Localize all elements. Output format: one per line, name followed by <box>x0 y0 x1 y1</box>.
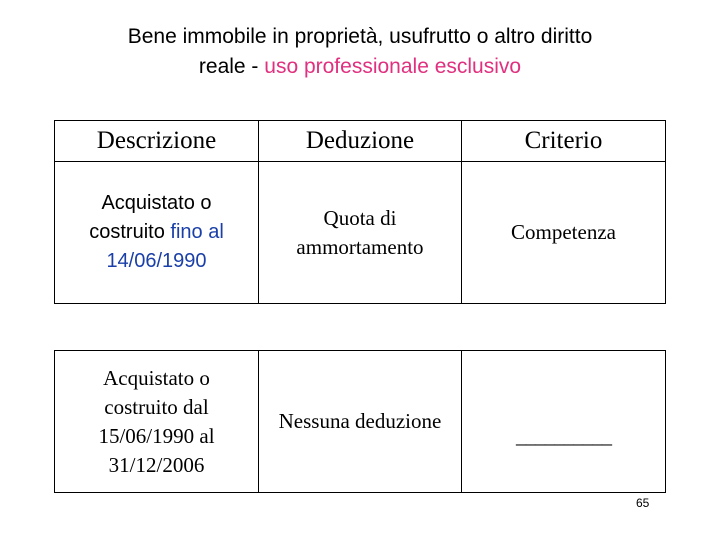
header-deduzione <box>258 120 462 162</box>
row2-criterio <box>461 350 666 493</box>
row2-criterio-dash: __________ <box>516 424 611 448</box>
title-line-2 <box>0 52 720 82</box>
row1-deduzione <box>258 161 462 304</box>
row2-desc-text: Acquistato o costruito dal 15/06/1990 al 31/12/2006 <box>98 365 215 477</box>
row1-desc-date: 14/06/1990 <box>106 250 207 272</box>
row2-deduzione-text: Nessuna deduzione <box>278 409 442 433</box>
row1-deduzione-text: Quota di ammortamento <box>296 205 424 259</box>
row1-descrizione <box>54 161 259 304</box>
header-criterio-label: Criterio <box>524 127 603 154</box>
title-highlight: uso professionale esclusivo <box>264 55 522 78</box>
header-descrizione-label: Descrizione <box>96 127 217 154</box>
row1-desc-text: Acquistato o costruito <box>89 192 212 243</box>
title-line-2-prefix: reale - <box>198 55 265 78</box>
row1-desc-highlight: fino al <box>170 221 224 243</box>
header-deduzione-label: Deduzione <box>305 127 415 154</box>
title-line-1: Bene immobile in proprietà, usufrutto o altro diritto <box>127 25 593 48</box>
header-descrizione <box>54 120 259 162</box>
slide-title <box>0 22 720 82</box>
row2-descrizione <box>54 350 259 493</box>
header-criterio <box>461 120 666 162</box>
page-number: 65 <box>636 496 650 510</box>
row1-criterio-text: Competenza <box>511 220 616 244</box>
row2-deduzione <box>258 350 462 493</box>
row1-criterio <box>461 161 666 304</box>
